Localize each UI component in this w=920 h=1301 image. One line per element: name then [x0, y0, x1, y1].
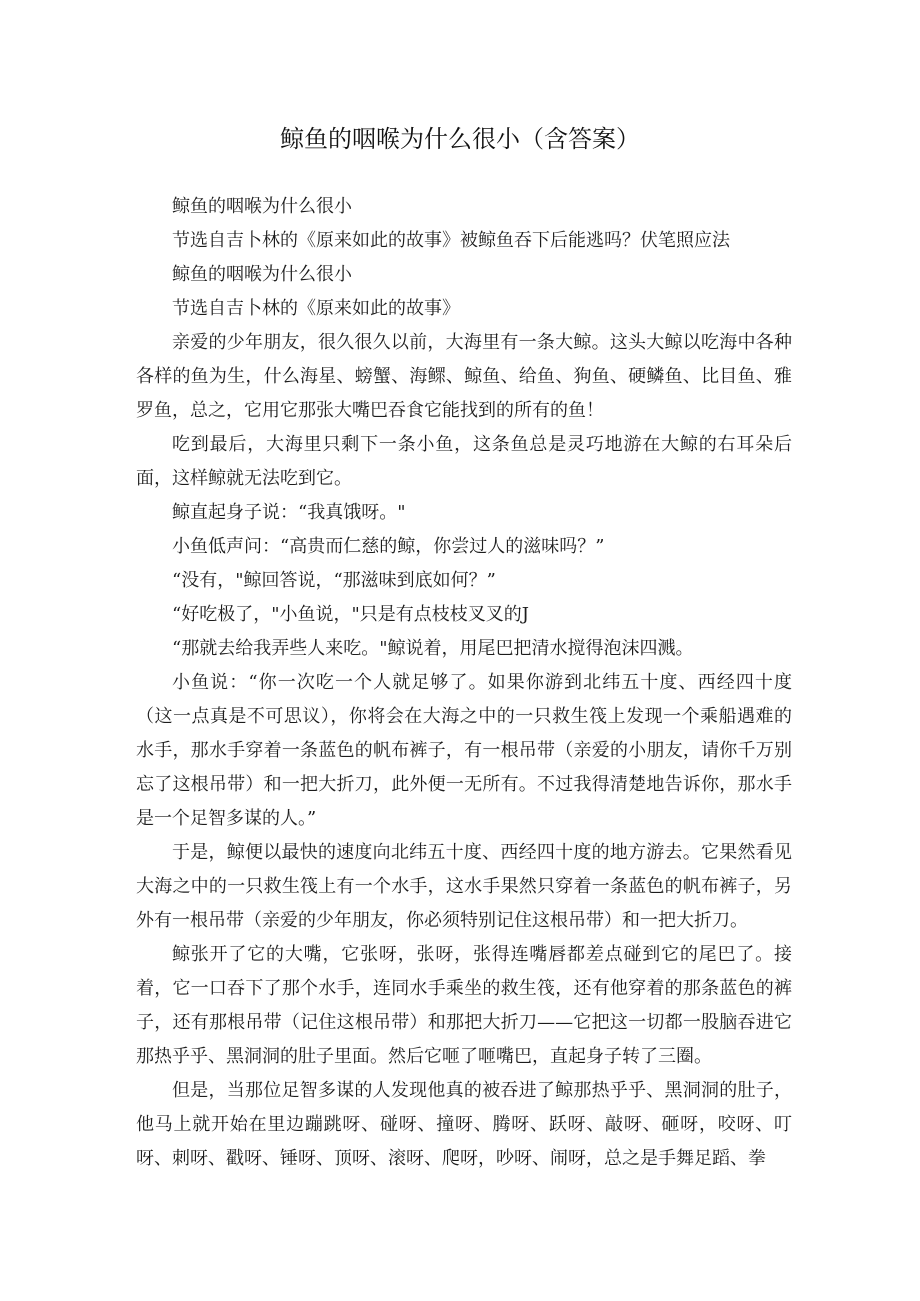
paragraph: “好吃极了，"小鱼说，"只是有点枝枝叉叉的J	[172, 604, 529, 625]
paragraph: 鲸张开了它的大嘴，它张呀，张呀，张得连嘴唇都差点碰到它的尾巴了。接着，它一口吞下了那个水手，连同水手乘坐的救生筏，还有他穿着的那条蓝色的裤子，还有那根吊带（记住这根吊带）和那把大折刀——它把这一切都一股脑吞进它那热乎乎、黑洞洞的肚子里面。然后它咂了咂嘴巴，直起身子转了三圈。	[136, 944, 792, 1067]
paragraph: 亲爱的少年朋友，很久很久以前，大海里有一条大鲸。这头大鲸以吃海中各种各样的鱼为生，什么海星、螃蟹、海鳏、鲸鱼、给鱼、狗鱼、硬鳞鱼、比目鱼、雅罗鱼，总之，它用它那张大嘴巴吞食它能找到的所有的鱼！	[136, 332, 792, 421]
paragraph: 但是，当那位足智多谋的人发现他真的被吞进了鲸那热乎乎、黑洞洞的肚子，他马上就开始在里边蹦跳呀、碰呀、撞呀、腾呀、跃呀、敲呀、砸呀，咬呀、叮呀、刺呀、戳呀、锤呀、顶呀、滚呀、爬呀，吵呀、闹呀，总之是手舞足蹈、拳	[136, 1080, 792, 1169]
document-body	[136, 190, 792, 1176]
paragraph: 鲸鱼的咽喉为什么很小	[172, 264, 352, 285]
paragraph: 吃到最后，大海里只剩下一条小鱼，这条鱼总是灵巧地游在大鲸的右耳朵后面，这样鲸就无法吃到它。	[136, 434, 792, 489]
paragraph: 鲸直起身子说：“我真饿呀。"	[172, 502, 406, 523]
paragraph: 小鱼说：“你一次吃一个人就足够了。如果你游到北纬五十度、西经四十度（这一点真是不可思议），你将会在大海之中的一只救生筏上发现一个乘船遇难的水手，那水手穿着一条蓝色的帆布裤子，有一根吊带（亲爱的小朋友，请你千万别忘了这根吊带）和一把大折刀，此外便一无所有。不过我得清楚地告诉你，那水手是一个足智多谋的人。”	[136, 672, 792, 829]
paragraph: 小鱼低声问：“高贵而仁慈的鲸，你尝过人的滋味吗？”	[172, 536, 605, 557]
paragraph: 节选自吉卜林的《原来如此的故事》被鲸鱼吞下后能逃吗？伏笔照应法	[172, 230, 730, 251]
paragraph: “没有，"鲸回答说，“那滋味到底如何？”	[172, 570, 496, 591]
paragraph: 节选自吉卜林的《原来如此的故事》	[172, 298, 460, 319]
paragraph: 鲸鱼的咽喉为什么很小	[172, 196, 352, 217]
document-title: 鲸鱼的咽喉为什么很小（含答案）	[280, 125, 640, 153]
paragraph: 于是，鲸便以最快的速度向北纬五十度、西经四十度的地方游去。它果然看见大海之中的一只救生筏上有一个水手，这水手果然只穿着一条蓝色的帆布裤子，另外有一根吊带（亲爱的少年朋友，你必须特别记住这根吊带）和一把大折刀。	[136, 842, 792, 931]
paragraph: “那就去给我弄些人来吃。"鲸说着，用尾巴把清水搅得泡沫四溅。	[172, 638, 694, 659]
